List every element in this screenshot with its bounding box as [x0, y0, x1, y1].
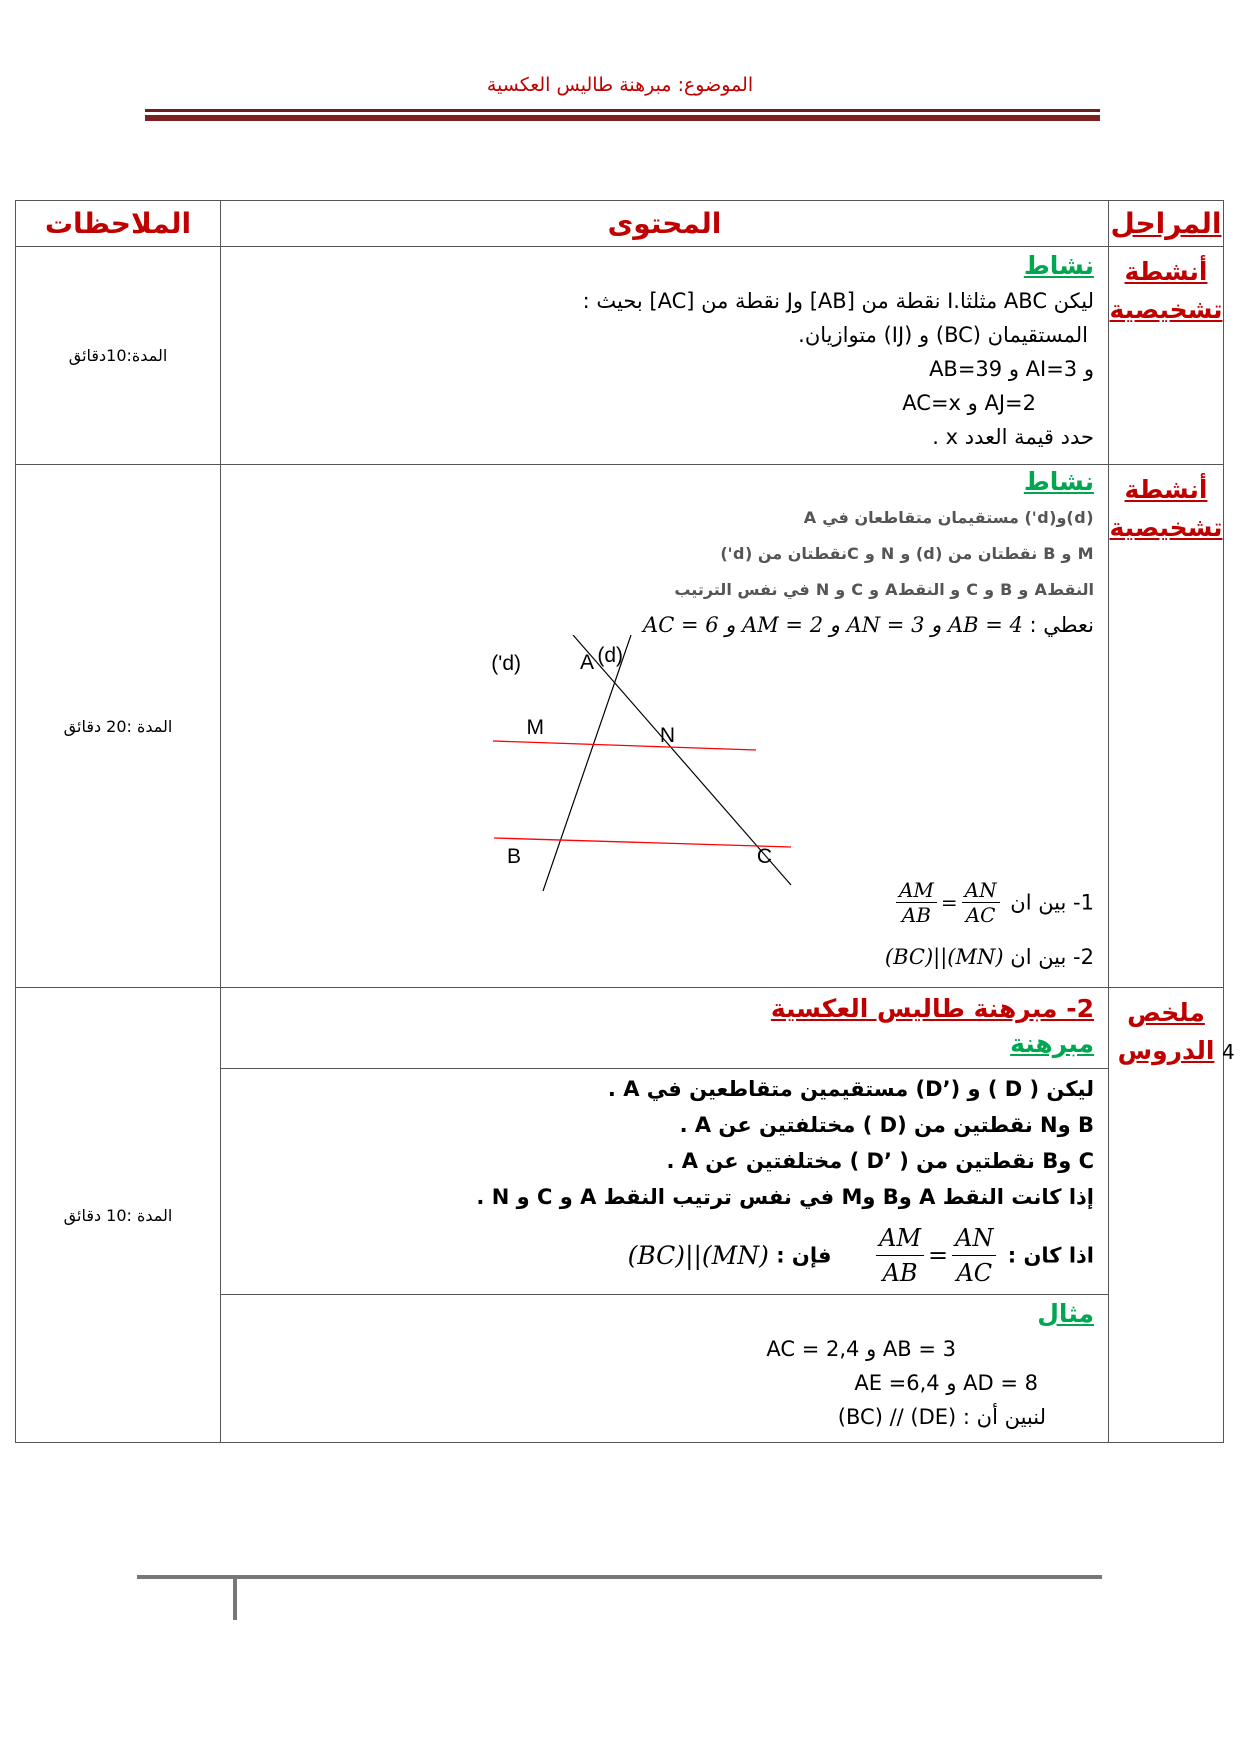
label-m: M [526, 716, 544, 739]
example-line: AB = 3 و AC = 2,4 [766, 1337, 956, 1361]
frac-denominator: AB [882, 1259, 918, 1287]
stage-cell-2 [1109, 465, 1224, 988]
stage-label: أنشطة [1124, 257, 1208, 286]
q2-prefix: 2- بين ان [1010, 945, 1094, 969]
example-line: لنبين أن : (DE) // (BC) [837, 1405, 1046, 1429]
theorem-condition [221, 1221, 1108, 1290]
footer-rule [137, 1575, 1102, 1579]
label-b: B [506, 845, 521, 868]
theorem-line: B وN نقطتين من (D ) مختلفتين عن A . [679, 1113, 1094, 1137]
q2-expression: (BC)||(MN) [884, 945, 1004, 969]
lesson-table [15, 200, 1224, 1443]
label-n: N [659, 724, 675, 747]
page-title: الموضوع: مبرهنة طاليس العكسية [486, 74, 754, 96]
then-label: فإن : [776, 1243, 832, 1268]
theorem-subtitle: مبرهنة [1010, 1029, 1094, 1058]
given-prefix: نعطي : [1029, 613, 1094, 637]
activity-line: المستقيمان (BC) و (IJ) متوازيان. [798, 323, 1088, 347]
duration-note: المدة :10 دقائق [16, 988, 221, 1443]
faded-line: M و B نقطتان من (d) و N و Cنقطتان من (d') [720, 544, 1094, 563]
activity-title: نشاط [1023, 251, 1094, 280]
question-2 [885, 945, 1094, 969]
theorem-title: 2- مبرهنة طاليس العكسية [770, 994, 1094, 1023]
given-values: AB = 4 و AN = 3 و AM = 2 و AC = 6 [643, 613, 1023, 637]
label-c: C [756, 845, 772, 868]
stage-label: تشخيصية [1109, 513, 1223, 542]
content-cell-2 [221, 465, 1109, 988]
equals-sign: = [940, 890, 958, 915]
activity-line: حدد قيمة العدد x . [932, 425, 1094, 449]
stage-cell-3 [1109, 988, 1224, 1443]
content-cell-1 [221, 247, 1109, 465]
stage-label: الدروس [1117, 1036, 1215, 1065]
label-a: A [579, 651, 594, 674]
theorem-line: إذا كانت النقط A وB وM في نفس ترتيب النقط A و C و N . [476, 1185, 1094, 1209]
faded-line: (d)و(d') مستقيمان متقاطعان في A [803, 508, 1094, 527]
geometry-figure [491, 635, 961, 905]
footer-tick [233, 1575, 237, 1620]
activity-line: AJ=2 و AC=x [902, 391, 1036, 415]
activity-line: و AI=3 و AB=39 [929, 357, 1094, 381]
stage-label: تشخيصية [1109, 295, 1223, 324]
parallel-mn [493, 741, 756, 750]
example-line: AD = 8 و AE =6,4 [854, 1371, 1038, 1395]
frac-numerator: AM [876, 1221, 924, 1256]
q1-prefix: 1- بين ان [1010, 890, 1094, 915]
faded-line: النقطA و B و C و النقطA و C و N في نفس الترتيب [674, 580, 1094, 599]
frac-denominator: AC [956, 1259, 993, 1287]
duration-note: المدة :20 دقائق [16, 465, 221, 988]
label-d-prime: (d') [491, 652, 521, 675]
stage-label: أنشطة [1124, 475, 1208, 504]
frac-numerator: AN [952, 1221, 996, 1256]
theorem-line: C وB نقطتين من ( ’D ) مختلفتين عن A . [666, 1149, 1094, 1173]
header-content: المحتوى [221, 201, 1109, 247]
if-label: اذا كان : [1007, 1243, 1094, 1268]
content-cell-3 [221, 988, 1109, 1443]
header-notes: الملاحظات [16, 201, 221, 247]
parallel-bc [494, 838, 791, 847]
header-rule-thick [145, 115, 1100, 121]
stray-mark: 4 [1222, 1040, 1235, 1064]
example-title: مثال [1037, 1299, 1094, 1328]
activity-line: ليكن ABC مثلثا.I نقطة من [AB] وJ نقطة من [AC] بحيث : [582, 289, 1094, 313]
equals-sign: = [928, 1241, 949, 1270]
header-stages: المراحل [1109, 201, 1224, 247]
activity-title: نشاط [1023, 467, 1094, 496]
frac-denominator: AC [965, 903, 996, 927]
label-d: (d) [597, 644, 623, 667]
conclusion: (BC)||(MN) [627, 1240, 769, 1270]
stage-label: ملخص [1127, 998, 1205, 1027]
frac-numerator: AN [962, 878, 1000, 903]
theorem-line: ليكن ( D ) و (’D) مستقيمين متقاطعين في A . [607, 1077, 1094, 1101]
header-rule [145, 109, 1100, 112]
frac-denominator: AB [901, 903, 931, 927]
frac-numerator: AM [896, 878, 937, 903]
duration-note: المدة:10دقائق [16, 247, 221, 465]
question-1 [892, 878, 1094, 927]
stage-cell-1 [1109, 247, 1224, 465]
